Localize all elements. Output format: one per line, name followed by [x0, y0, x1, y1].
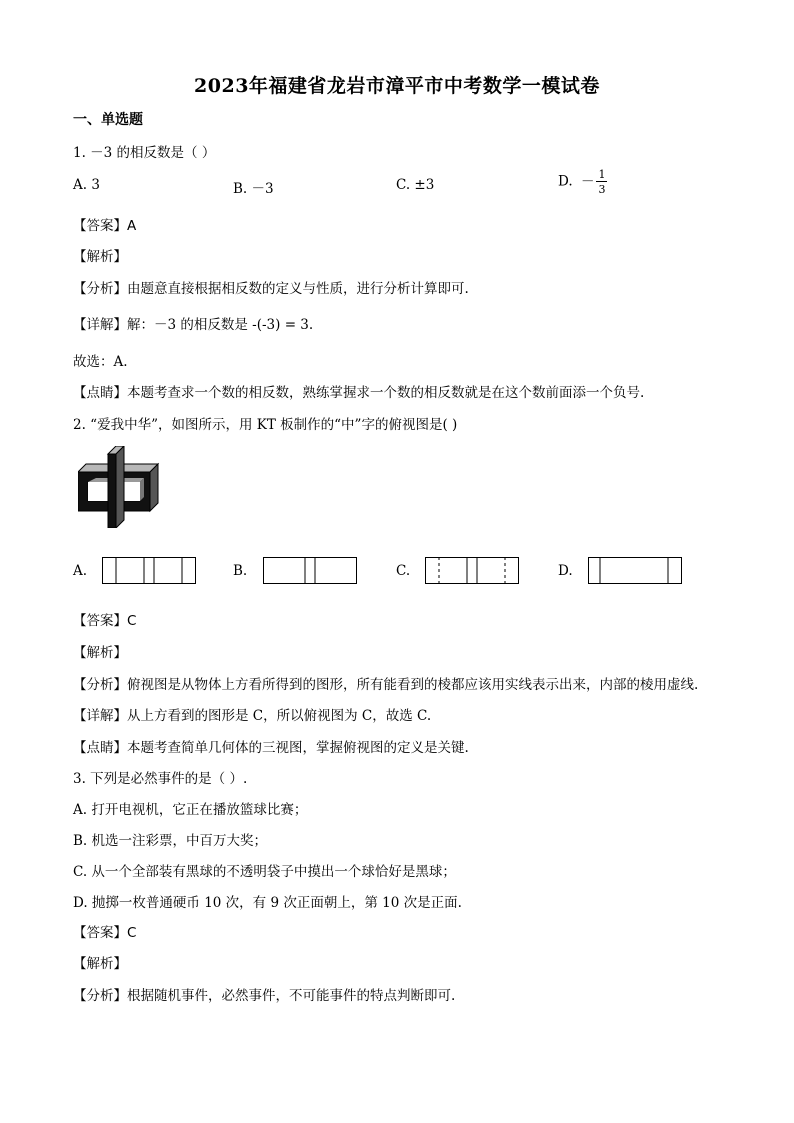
page-title: 2023年福建省龙岩市漳平市中考数学一模试卷 — [194, 75, 600, 97]
q1-jiexi: 【解析】 — [73, 249, 127, 265]
q1-analysis: 【分析】由题意直接根据相反数的定义与性质，进行分析计算即可. — [73, 281, 469, 297]
q1-option-a: A. 3 — [73, 177, 100, 193]
fraction — [596, 169, 607, 195]
q2-comment: 【点睛】本题考查简单几何体的三视图，掌握俯视图的定义是关键. — [73, 740, 469, 756]
q2-option-b-figure — [263, 557, 357, 584]
q2-label-c: C. — [396, 563, 411, 579]
q3-stem: 3. 下列是必然事件的是（ ）. — [73, 771, 248, 787]
section-heading: 一、单选题 — [73, 112, 143, 128]
q1-comment: 【点睛】本题考查求一个数的相反数，熟练掌握求一个数的相反数就是在这个数前面添一个负号. — [73, 385, 645, 401]
q3-option-a: A. 打开电视机，它正在播放篮球比赛； — [73, 802, 308, 818]
fraction-denominator: 3 — [598, 183, 606, 196]
q2-option-c-figure — [425, 557, 519, 584]
q1-option-b: B. －3 — [233, 181, 274, 197]
zhong-character-figure — [78, 446, 160, 528]
q2-jiexi: 【解析】 — [73, 645, 127, 661]
q1-option-d-label: D. — [558, 173, 573, 190]
q3-jiexi: 【解析】 — [73, 956, 127, 972]
q3-option-c: C. 从一个全部装有黑球的不透明袋子中摸出一个球恰好是黑球； — [73, 864, 456, 880]
q2-stem: 2. “爱我中华”，如图所示，用 KT 板制作的“中”字的俯视图是( ) — [73, 417, 458, 433]
q2-detail: 【详解】从上方看到的图形是 C，所以俯视图为 C，故选 C. — [73, 708, 432, 724]
q1-option-c: C. ±3 — [396, 177, 435, 193]
q2-option-d-figure — [588, 557, 682, 584]
q3-option-b: B. 机选一注彩票，中百万大奖； — [73, 833, 268, 849]
q1-option-d-sign: － — [580, 173, 595, 190]
q2-label-b: B. — [233, 563, 248, 579]
q2-analysis: 【分析】俯视图是从物体上方看所得到的图形，所有能看到的棱都应该用实线表示出来，内部的棱用虚线. — [73, 677, 699, 693]
q2-answer: 【答案】C — [73, 613, 137, 629]
q3-option-d: D. 抛掷一枚普通硬币 10 次，有 9 次正面朝上，第 10 次是正面. — [73, 895, 462, 911]
q3-analysis: 【分析】根据随机事件，必然事件，不可能事件的特点判断即可. — [73, 988, 456, 1004]
q1-detail: 【详解】解：－3 的相反数是 -(-3) = 3. — [73, 317, 314, 333]
q2-option-a-figure — [102, 557, 196, 584]
q1-conclusion: 故选：A. — [73, 354, 128, 370]
q1-answer: 【答案】A — [73, 218, 137, 234]
fraction-numerator: 1 — [598, 168, 606, 181]
q1-option-d — [558, 169, 607, 195]
q3-answer: 【答案】C — [73, 925, 137, 941]
q2-label-d: D. — [558, 563, 573, 579]
q2-label-a: A. — [73, 563, 88, 579]
q1-stem: 1. －3 的相反数是（ ） — [73, 145, 216, 161]
